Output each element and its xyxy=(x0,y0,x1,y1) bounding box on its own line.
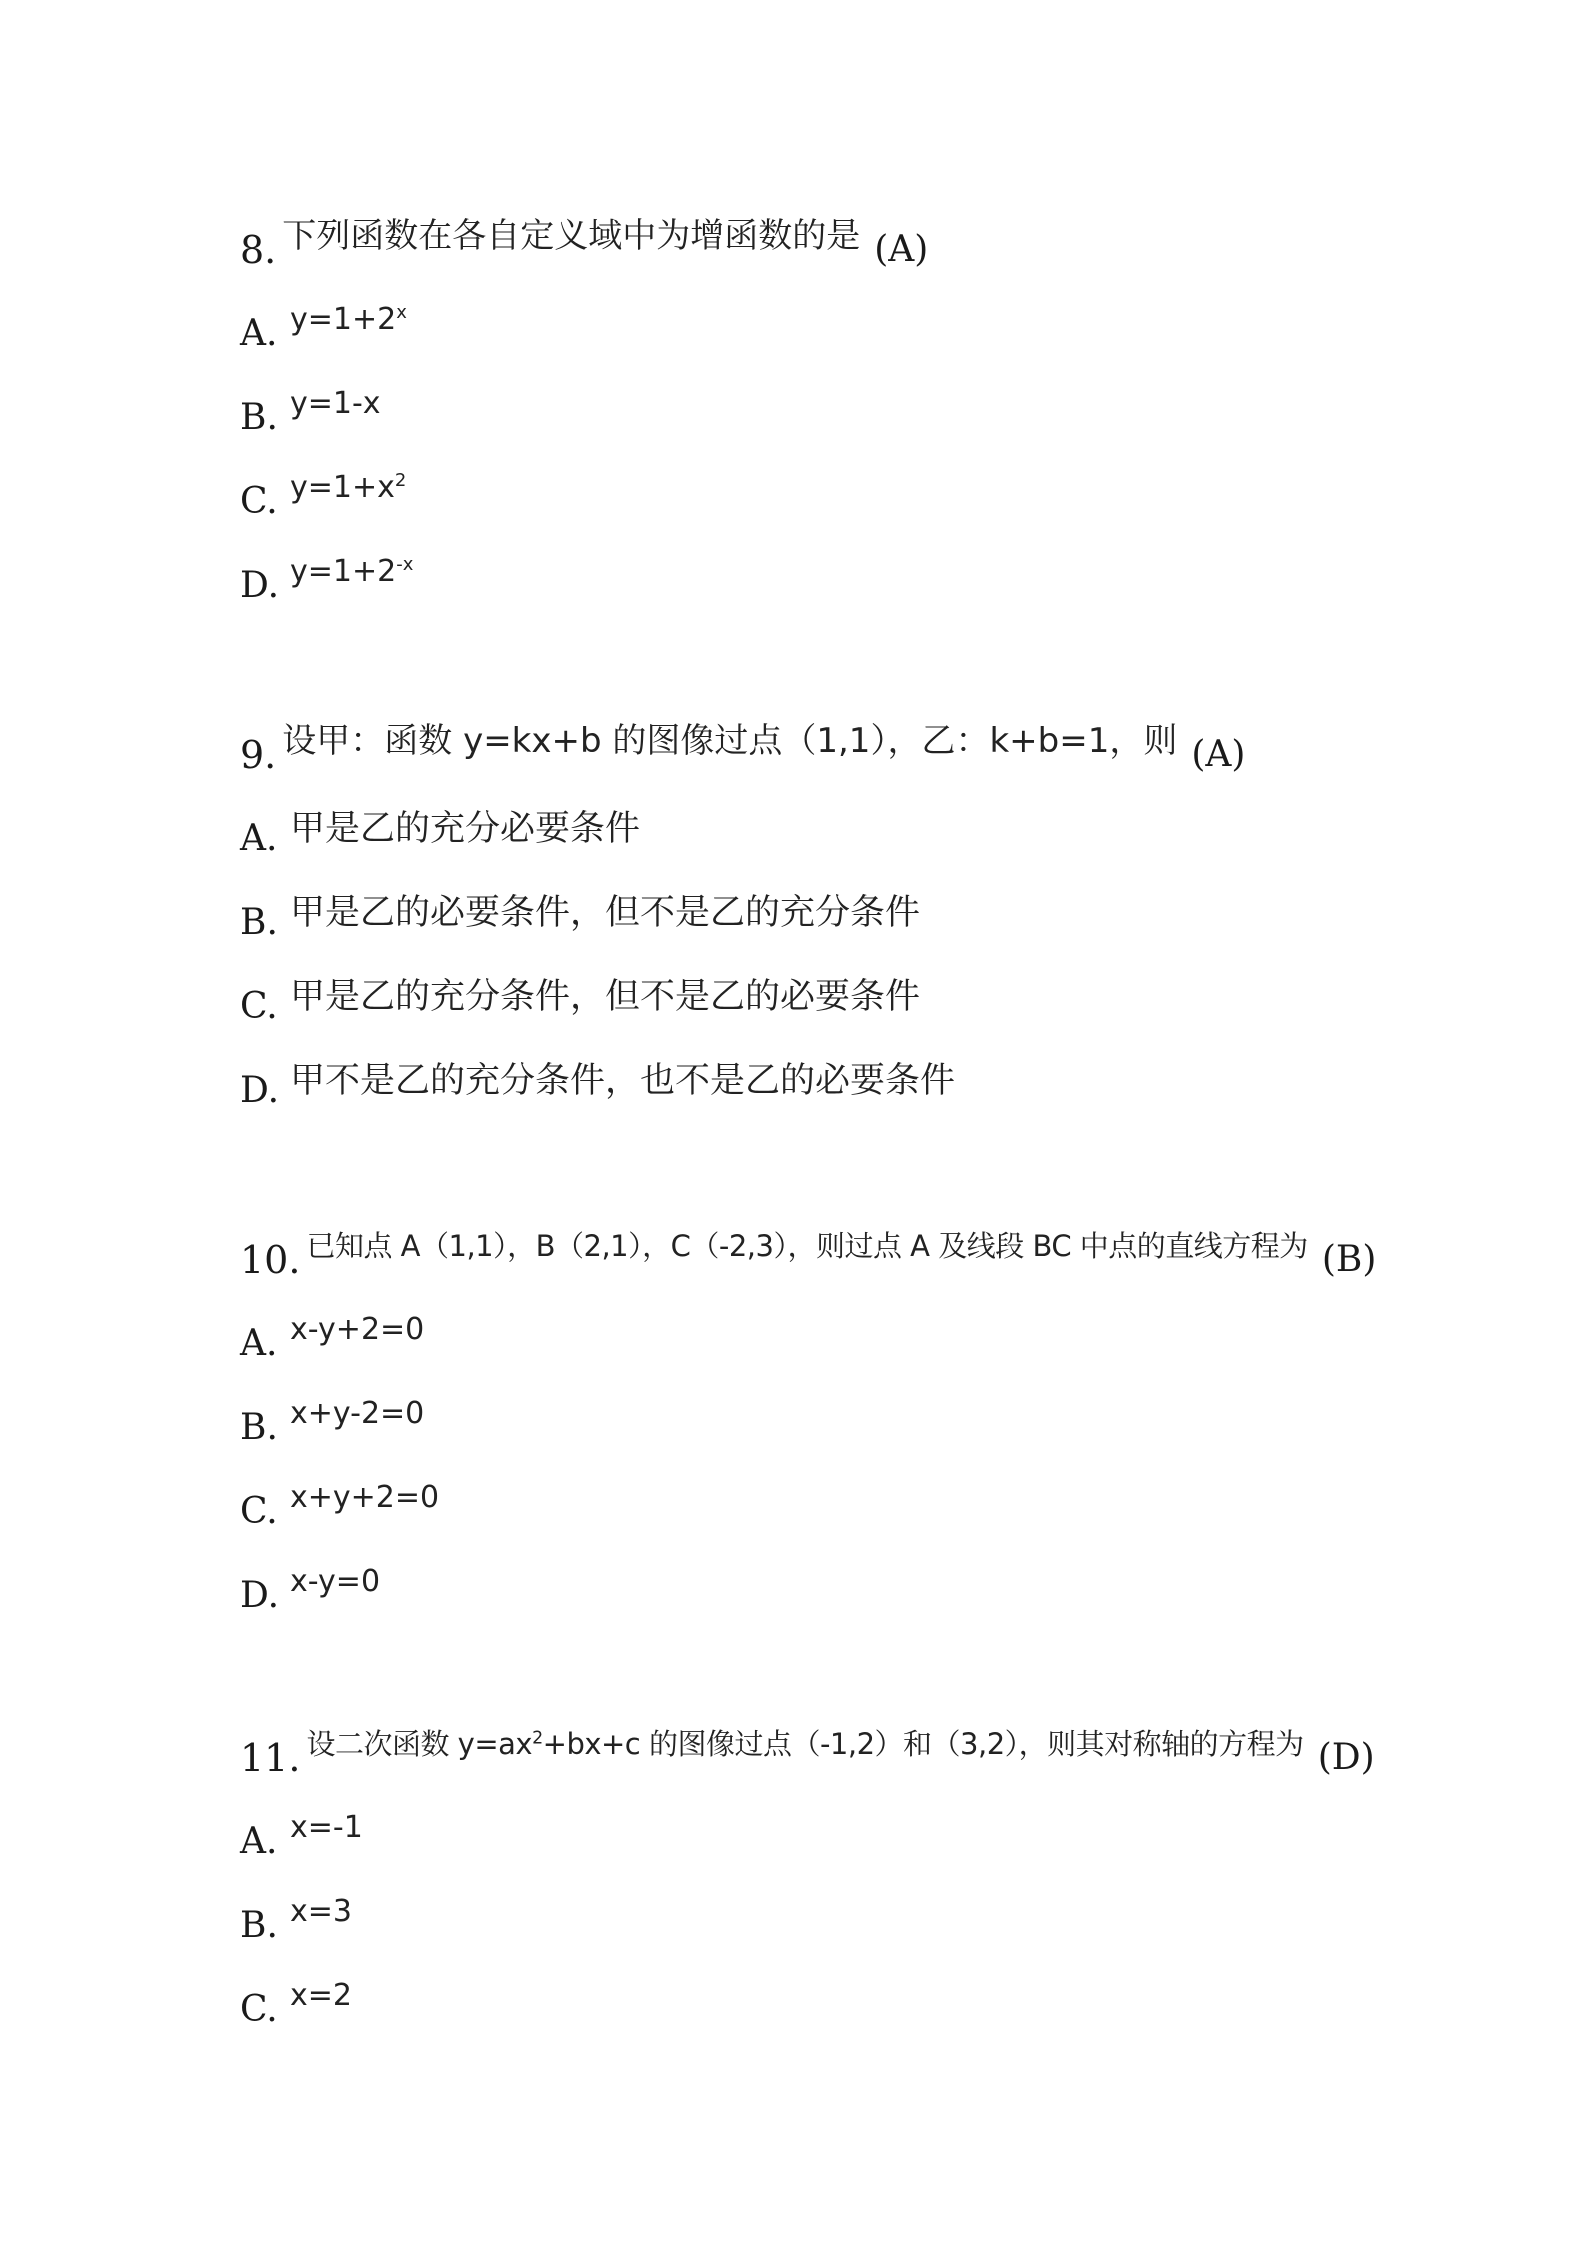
question-8 xyxy=(240,200,1440,606)
option-letter: B. xyxy=(240,902,278,943)
option-text: x=3 xyxy=(290,1894,352,1929)
option-base: y=1-x xyxy=(290,386,381,421)
stem-exponent: 2 xyxy=(532,1728,543,1749)
option-text xyxy=(290,552,413,592)
option-letter: C. xyxy=(240,1989,278,2030)
question-text: 已知点 A（1,1），B（2,1），C（-2,3），则过点 A 及线段 BC 中点的直线方程为 xyxy=(306,1229,1308,1263)
stem-part-2: +bx+c 的图像过点（-1,2）和（3,2），则其对称轴的方程为 xyxy=(542,1727,1304,1761)
option-letter: D. xyxy=(240,565,280,606)
option-letter: D. xyxy=(240,1070,280,1111)
option-a xyxy=(240,270,1440,354)
stem-part-1: 设二次函数 y=ax xyxy=(306,1727,533,1761)
option-exponent: 2 xyxy=(394,470,407,491)
answer-key: (B) xyxy=(1321,1239,1377,1280)
option-text: 甲是乙的充分条件，但不是乙的必要条件 xyxy=(290,977,921,1017)
question-text: 下列函数在各自定义域中为增函数的是 xyxy=(282,216,861,256)
answer-key: (D) xyxy=(1317,1737,1375,1778)
question-number: 8. xyxy=(240,228,277,272)
question-stem xyxy=(240,1708,1440,1778)
question-11 xyxy=(240,1708,1440,2030)
option-d xyxy=(240,1027,1440,1111)
option-base: y=1+2 xyxy=(290,554,397,589)
option-c xyxy=(240,1946,1440,2030)
question-number: 10. xyxy=(240,1238,301,1282)
option-letter: B. xyxy=(240,1407,278,1448)
answer-key: (A) xyxy=(874,229,929,270)
option-text: x+y+2=0 xyxy=(290,1480,440,1515)
option-text: x+y-2=0 xyxy=(290,1396,425,1431)
option-letter: C. xyxy=(240,1491,278,1532)
option-text xyxy=(290,300,407,340)
option-base: y=1+2 xyxy=(290,302,397,337)
question-stem xyxy=(240,1210,1440,1280)
option-letter: A. xyxy=(240,1821,278,1862)
question-text: 设甲：函数 y=kx+b 的图像过点（1,1），乙：k+b=1，则 xyxy=(282,721,1178,761)
option-letter: A. xyxy=(240,818,278,859)
option-c xyxy=(240,438,1440,522)
option-exponent: -x xyxy=(396,554,414,575)
option-letter: B. xyxy=(240,1905,278,1946)
question-text xyxy=(306,1722,1303,1766)
option-a xyxy=(240,1778,1440,1862)
option-text: x=2 xyxy=(290,1978,352,2013)
question-10 xyxy=(240,1210,1440,1616)
option-text: 甲是乙的充分必要条件 xyxy=(290,809,641,849)
option-letter: C. xyxy=(240,986,278,1027)
option-text: x-y+2=0 xyxy=(290,1312,425,1347)
option-d xyxy=(240,1532,1440,1616)
question-stem xyxy=(240,200,1440,270)
option-text: 甲不是乙的充分条件，也不是乙的必要条件 xyxy=(290,1061,956,1101)
option-a xyxy=(240,1280,1440,1364)
option-text: x=-1 xyxy=(290,1810,363,1845)
question-9 xyxy=(240,705,1440,1111)
option-letter: A. xyxy=(240,1323,278,1364)
option-letter: D. xyxy=(240,1575,280,1616)
option-d xyxy=(240,522,1440,606)
option-b xyxy=(240,354,1440,438)
question-number: 11. xyxy=(240,1736,301,1780)
question-stem xyxy=(240,705,1440,775)
option-exponent: x xyxy=(396,302,407,323)
option-b xyxy=(240,859,1440,943)
option-text: x-y=0 xyxy=(290,1564,381,1599)
option-a xyxy=(240,775,1440,859)
option-text xyxy=(290,384,381,424)
option-c xyxy=(240,1448,1440,1532)
question-number: 9. xyxy=(240,733,277,777)
option-letter: A. xyxy=(240,313,278,354)
option-base: y=1+x xyxy=(290,470,395,505)
option-b xyxy=(240,1862,1440,1946)
answer-key: (A) xyxy=(1191,734,1246,775)
option-text: 甲是乙的必要条件，但不是乙的充分条件 xyxy=(290,893,921,933)
option-text xyxy=(290,468,406,508)
option-c xyxy=(240,943,1440,1027)
option-b xyxy=(240,1364,1440,1448)
option-letter: B. xyxy=(240,397,278,438)
option-letter: C. xyxy=(240,481,278,522)
